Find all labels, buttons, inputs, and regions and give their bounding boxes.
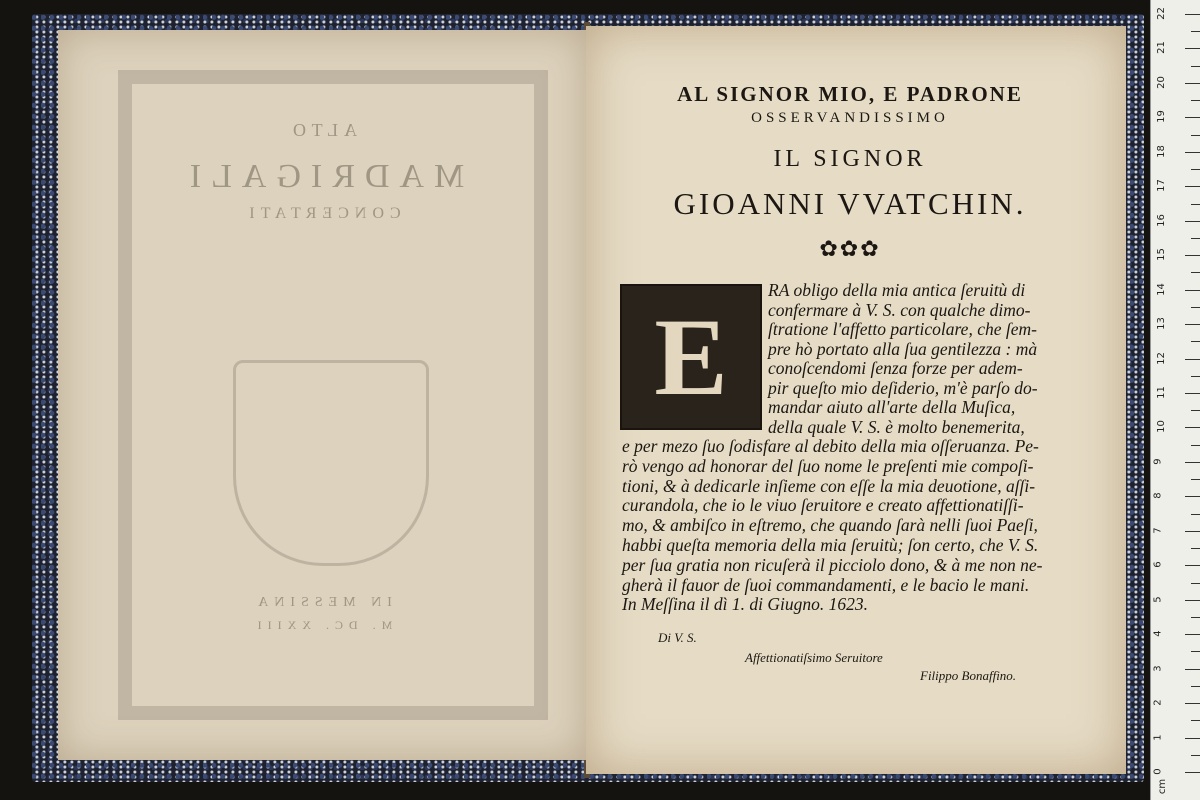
ruler-number: 18 bbox=[1155, 144, 1167, 158]
ruler-number: 20 bbox=[1155, 76, 1167, 89]
left-ghost-subtitle: CONCERTATI bbox=[243, 205, 401, 222]
body-line: pre hò portato alla ſua gentilezza : mà bbox=[768, 338, 1038, 359]
ruler-tick bbox=[1185, 462, 1200, 463]
ruler-tick bbox=[1185, 83, 1200, 84]
ruler-number: 21 bbox=[1155, 41, 1167, 55]
ruler-tick bbox=[1185, 255, 1200, 256]
initial-letter: E bbox=[654, 296, 728, 418]
ruler-number: 10 bbox=[1155, 420, 1167, 434]
ruler-tick-half bbox=[1191, 272, 1200, 273]
body-line: habbi queſta memoria della mia ſeruitù; ſon certo, che V. S. bbox=[622, 535, 1039, 555]
ruler-number: 19 bbox=[1155, 110, 1167, 124]
ruler-number: 9 bbox=[1152, 458, 1164, 465]
closing-di-vs: Di V. S. bbox=[658, 630, 697, 645]
ruler-tick bbox=[1185, 186, 1200, 187]
ruler-number: 5 bbox=[1152, 596, 1164, 603]
ruler-tick bbox=[1185, 393, 1200, 394]
ruler-tick bbox=[1185, 565, 1200, 566]
ruler-tick bbox=[1185, 600, 1200, 601]
ruler-tick-half bbox=[1191, 445, 1200, 446]
dedicatee-name: GIOANNI VVATCHIN. bbox=[673, 186, 1027, 221]
left-ghost-imprint: IN MESSINA bbox=[252, 595, 392, 610]
ruler-tick bbox=[1185, 531, 1200, 532]
ruler-number: 15 bbox=[1155, 248, 1167, 262]
ruler-tick bbox=[1185, 634, 1200, 635]
ruler-number: 16 bbox=[1155, 213, 1167, 227]
ruler-tick-half bbox=[1191, 686, 1200, 687]
ruler-tick bbox=[1185, 290, 1200, 291]
ruler-tick-half bbox=[1191, 548, 1200, 549]
ruler-tick bbox=[1185, 772, 1200, 773]
ruler-tick-half bbox=[1191, 651, 1200, 652]
ruler-tick-half bbox=[1191, 204, 1200, 205]
ruler-tick-half bbox=[1191, 755, 1200, 756]
ruler-tick-half bbox=[1191, 66, 1200, 67]
ruler-number: 22 bbox=[1155, 7, 1167, 20]
ruler-number: 17 bbox=[1155, 179, 1167, 193]
ruler-number: 14 bbox=[1155, 282, 1167, 296]
body-line: RA obligo della mia antica ſeruitù di bbox=[768, 280, 1026, 300]
ruler-number: 4 bbox=[1152, 630, 1164, 637]
ruler-tick bbox=[1185, 669, 1200, 670]
ruler-number: 8 bbox=[1152, 492, 1164, 500]
ruler-number: 0 bbox=[1152, 768, 1164, 775]
left-ghost-crest bbox=[233, 360, 429, 566]
body-line: ſtratione l'affetto particolare, che ſem- bbox=[768, 319, 1037, 339]
measurement-ruler bbox=[1150, 0, 1200, 800]
ruler-number: 7 bbox=[1152, 527, 1164, 534]
ruler-tick-half bbox=[1191, 307, 1200, 308]
ruler-tick-half bbox=[1191, 479, 1200, 480]
body-line: e per mezo ſuo ſodisfare al debito della mia oſſeruanza. Pe- bbox=[622, 436, 1039, 456]
ruler-tick bbox=[1185, 496, 1200, 497]
ruler-number: 1 bbox=[1152, 733, 1164, 741]
dedication-line-3: IL SIGNOR bbox=[773, 146, 927, 172]
ruler-tick bbox=[1185, 152, 1200, 153]
ruler-tick bbox=[1185, 221, 1200, 222]
ruler-tick bbox=[1185, 359, 1200, 360]
body-line: mandar aiuto all'arte della Muſica, bbox=[768, 397, 1016, 417]
dedication-line-2: OSSERVANDISSIMO bbox=[751, 110, 949, 126]
closing-servitore: Affettionatiſsimo Seruitore bbox=[745, 650, 883, 665]
body-line: tioni, & à dedicarle inſieme con eſſe la mia deuotione, aſſi- bbox=[622, 475, 1036, 496]
ruler-tick bbox=[1185, 48, 1200, 49]
decorated-initial bbox=[620, 284, 762, 430]
ruler-tick-half bbox=[1191, 410, 1200, 411]
ruler-tick-half bbox=[1191, 514, 1200, 515]
body-line: curandola, che io le viuo ſeruitore e creato affettionatiſſi- bbox=[622, 495, 1024, 516]
body-line: confermare à V. S. con qualche dimo- bbox=[768, 299, 1031, 320]
body-line: mo, & ambiſco in eſtremo, che quando ſarà nelli ſuoi Paeſi, bbox=[622, 515, 1038, 536]
ruler-number: 13 bbox=[1155, 317, 1167, 330]
ruler-tick-half bbox=[1191, 583, 1200, 584]
dedication-line-1: AL SIGNOR MIO, E PADRONE bbox=[677, 82, 1023, 106]
ruler-tick bbox=[1185, 738, 1200, 739]
ruler-tick bbox=[1185, 117, 1200, 118]
ruler-number: 12 bbox=[1155, 351, 1167, 365]
ruler-tick-half bbox=[1191, 169, 1200, 170]
ruler-tick-half bbox=[1191, 617, 1200, 618]
ruler-tick-half bbox=[1191, 720, 1200, 721]
ruler-tick bbox=[1185, 427, 1200, 428]
body-line: gherà il fauor de ſuoi commandamenti, e le bacio le mani. bbox=[622, 574, 1030, 595]
ruler-tick-half bbox=[1191, 238, 1200, 239]
body-line: conoſcendomi ſenza forze per adem- bbox=[768, 358, 1023, 378]
ruler-number: 2 bbox=[1152, 699, 1164, 706]
ruler-number: 6 bbox=[1152, 561, 1164, 568]
body-line: per ſua gratia non ricuſerà il picciolo dono, & à me non ne- bbox=[622, 554, 1043, 575]
ruler-tick-half bbox=[1191, 376, 1200, 377]
left-ghost-title: MADRIGALI bbox=[179, 158, 465, 195]
fleuron-ornament: ✿✿✿ bbox=[819, 236, 881, 261]
ruler-tick-half bbox=[1191, 100, 1200, 101]
ruler-tick-half bbox=[1191, 341, 1200, 342]
ruler-tick bbox=[1185, 14, 1200, 15]
ruler-tick bbox=[1185, 324, 1200, 325]
left-ghost-year: M. DC. XXIII bbox=[251, 618, 393, 632]
ruler-number: 3 bbox=[1152, 664, 1164, 672]
left-page bbox=[58, 30, 586, 760]
body-line: pir queſto mio deſiderio, m'è parſo do- bbox=[768, 377, 1038, 398]
ruler-tick-half bbox=[1191, 31, 1200, 32]
body-line: rò vengo ad honorar del ſuo nome le preſenti mie compoſi- bbox=[622, 455, 1034, 476]
closing-signature: Filippo Bonaffino. bbox=[920, 668, 1017, 683]
left-ghost-alto: ALTO bbox=[287, 120, 358, 140]
body-line: della quale V. S. è molto benemerita, bbox=[768, 416, 1025, 437]
ruler-tick-half bbox=[1191, 135, 1200, 136]
ruler-unit-label: cm bbox=[1157, 778, 1169, 795]
ruler-tick bbox=[1185, 703, 1200, 704]
ruler-number: 11 bbox=[1155, 386, 1167, 399]
body-line: In Meſſina il dì 1. di Giugno. 1623. bbox=[622, 594, 868, 615]
